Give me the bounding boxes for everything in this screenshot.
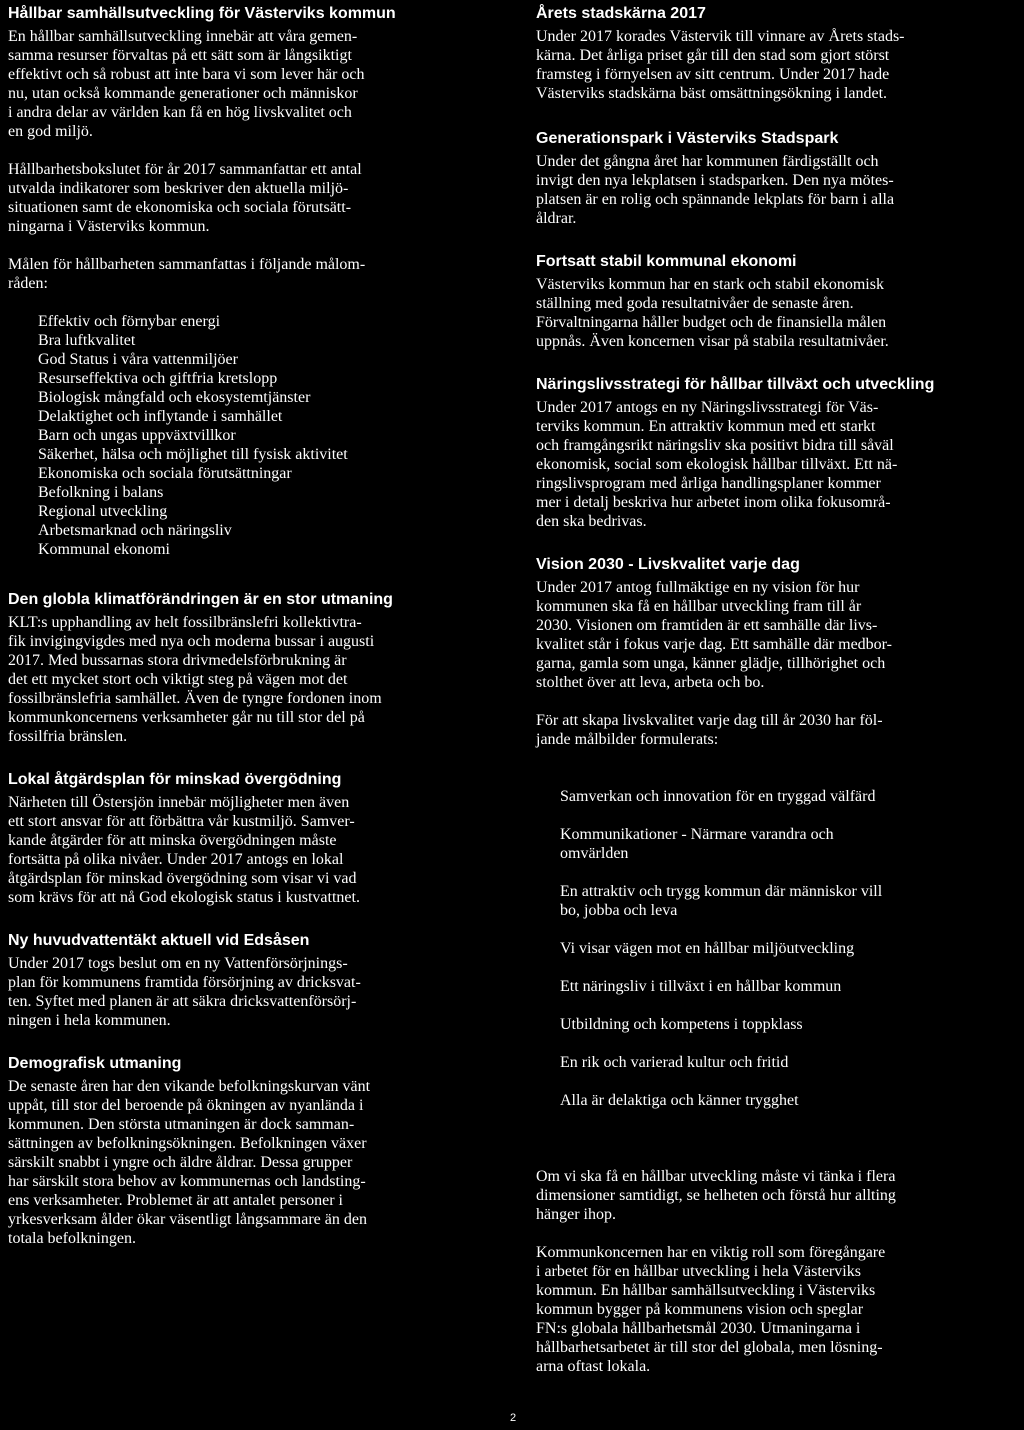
goal-item: Kommunal ekonomi bbox=[38, 541, 170, 558]
goal-item: God Status i våra vattenmiljöer bbox=[38, 351, 238, 368]
goal-item: Barn och ungas uppväxtvillkor bbox=[38, 427, 236, 444]
section-heading-ekonomi: Fortsatt stabil kommunal ekonomi bbox=[536, 253, 797, 270]
section-heading-overgodning: Lokal åtgärdsplan för minskad övergödning bbox=[8, 771, 342, 788]
page-number: 2 bbox=[510, 1412, 517, 1424]
vision-goal-item: En attraktiv och trygg kommun där människor vill bo, jobba och leva bbox=[560, 883, 883, 919]
goal-item: Resurseffektiva och giftfria kretslopp bbox=[38, 370, 278, 387]
paragraph-malen: Målen för hållbarheten sammanfattas i följande målom- råden: bbox=[8, 256, 366, 292]
paragraph-vision: Under 2017 antog fullmäktige en ny vision för hur kommunen ska få en hållbar utveckling fram till år 2030. Visionen om framtiden är ett samhälle där livs- kvalitet står i fokus varje dag. Ett samhälle där medbor- garna, gamla som unga, känner glädje, tillhörighet och stolthet över att leva, arbeta och bo. bbox=[536, 579, 893, 691]
goal-item: Bra luftkvalitet bbox=[38, 332, 136, 349]
goal-item: Befolkning i balans bbox=[38, 484, 164, 501]
paragraph-stadskarna: Under 2017 korades Västervik till vinnare av Årets stads- kärna. Det årliga priset går till den stad som gjort störst framsteg i förnyelsen av sitt centrum. Under 2017 hade Västerviks stadskärna bäst omsättningsökning i landet. bbox=[536, 28, 905, 102]
goal-item: Regional utveckling bbox=[38, 503, 168, 520]
vision-goal-list bbox=[536, 768, 1014, 1129]
vision-goal-item: Kommunikationer - Närmare varandra och omvärlden bbox=[560, 826, 834, 862]
section-heading-demografi: Demografisk utmaning bbox=[8, 1055, 182, 1072]
section-heading-vattentakt: Ny huvudvattentäkt aktuell vid Edsåsen bbox=[8, 932, 310, 949]
section-heading-vision: Vision 2030 - Livskvalitet varje dag bbox=[536, 556, 800, 573]
left-column bbox=[8, 4, 496, 1248]
paragraph-vattentakt: Under 2017 togs beslut om en ny Vattenförsörjnings- plan för kommunens framtida försörjning av dricksvat- ten. Syftet med planen är att säkra dricksvattenförsörj- ningen i hela kommunen. bbox=[8, 955, 361, 1029]
paragraph-klimat: KLT:s upphandling av helt fossilbränslefri kollektivtra- fik invigingvigdes med nya och moderna bussar i augusti 2017. Med bussarnas stora drivmedelsförbrukning är det ett mycket stort och viktigt steg på vägen mot det fossilbränslefria samhället. Även de tyngre fordonen inom kommunkoncernens verksamheter går nu till stor del på fossilfria bränslen. bbox=[8, 614, 382, 745]
section-heading-klimat: Den globla klimatförändringen är en stor utmaning bbox=[8, 591, 393, 608]
vision-goal-item: En rik och varierad kultur och fritid bbox=[560, 1054, 789, 1071]
vision-goal-item: Ett näringsliv i tillväxt i en hållbar kommun bbox=[560, 978, 842, 995]
paragraph-overgodning: Närheten till Östersjön innebär möjligheter men även ett stort ansvar för att förbättra vår kustmiljö. Samver- kande åtgärder för att minska övergödningen måste fortsätta på olika nivåer. Under 2017 antogs en lokal åtgärdsplan för minskad övergödning som visar vi vad som krävs för att nå God ekologisk status i kustvattnet. bbox=[8, 794, 360, 906]
goal-list bbox=[8, 312, 496, 559]
paragraph-intro: En hållbar samhällsutveckling innebär att våra gemen- samma resurser förvaltas på ett sätt som är långsiktigt effektivt och så robust att inte bara vi som lever här och nu, utan också kommande generationer och människor i andra delar av världen kan få en hög livskvalitet och en god miljö. bbox=[8, 28, 365, 140]
goal-item: Biologisk mångfald och ekosystemtjänster bbox=[38, 389, 311, 406]
paragraph-naringsliv: Under 2017 antogs en ny Näringslivsstrategi för Väs- terviks kommun. En attraktiv kommun med ett starkt och framgångsrikt näringsliv ska positivt bidra till såväl ekonomisk, social som ekologisk hållbar tillväxt. Ett nä- ringslivsprogram med årliga handlingsplaner kommer mer i detalj beskriva hur arbetet inom olika fokusområ- den ska bedrivas. bbox=[536, 399, 898, 530]
paragraph-bokslut: Hållbarhetsbokslutet för år 2017 sammanfattar ett antal utvalda indikatorer som beskriver den aktuella miljö- situationen samt de ekonomiska och sociala förutsätt- ningarna i Västerviks kommun. bbox=[8, 161, 362, 235]
vision-goal-item: Alla är delaktiga och känner trygghet bbox=[560, 1092, 799, 1109]
goal-item: Ekonomiska och sociala förutsättningar bbox=[38, 465, 292, 482]
paragraph-demografi: De senaste åren har den vikande befolkningskurvan vänt uppåt, till stor del beroende på ökningen av nyanlända i kommunen. Den största utmaningen är dock samman- sättningen av befolkningsökningen. Befolkningen växer särskilt snabbt i yngre och äldre åldrar. Dessa grupper har särskilt stora behov av kommunernas och landsting- ens verksamheter. Problemet är att antalet personer i yrkesverksam ålder ökar väsentligt långsammare än den totala befolkningen. bbox=[8, 1078, 371, 1247]
section-heading-hallbar: Hållbar samhällsutveckling för Västerviks kommun bbox=[8, 5, 396, 22]
vision-goal-item: Samverkan och innovation för en tryggad välfärd bbox=[560, 788, 876, 805]
vision-goal-item: Vi visar vägen mot en hållbar miljöutveckling bbox=[560, 940, 855, 957]
paragraph-malbilder-intro: För att skapa livskvalitet varje dag till år 2030 har föl- jande målbilder formulerats: bbox=[536, 712, 883, 748]
vision-goal-item: Utbildning och kompetens i toppklass bbox=[560, 1016, 803, 1033]
section-heading-generationspark: Generationspark i Västerviks Stadspark bbox=[536, 130, 839, 147]
section-heading-naringsliv: Näringslivsstrategi för hållbar tillväxt och utveckling bbox=[536, 376, 935, 393]
right-column bbox=[536, 4, 1014, 1376]
paragraph-dimensioner: Om vi ska få en hållbar utveckling måste vi tänka i flera dimensioner samtidigt, se helheten och förstå hur allting hänger ihop. bbox=[536, 1168, 896, 1223]
paragraph-generationspark: Under det gångna året har kommunen färdigställt och invigt den nya lekplatsen i stadsparken. Den nya mötes- platsen är en rolig och spännande lekplats för barn i alla åldrar. bbox=[536, 153, 895, 227]
goal-item: Säkerhet, hälsa och möjlighet till fysisk aktivitet bbox=[38, 446, 348, 463]
goal-item: Effektiv och förnybar energi bbox=[38, 313, 221, 330]
paragraph-kommunkoncernen: Kommunkoncernen har en viktig roll som föregångare i arbetet för en hållbar utveckling i hela Västerviks kommun. En hållbar samhällsutveckling i Västerviks kommun bygger på kommunens vision och speglar FN:s globala hållbarhetsmål 2030. Utmaningarna i hållbarhetsarbetet är till stor del globala, men lösning- arna oftast lokala. bbox=[536, 1244, 886, 1375]
goal-item: Delaktighet och inflytande i samhället bbox=[38, 408, 283, 425]
paragraph-ekonomi: Västerviks kommun har en stark och stabil ekonomisk ställning med goda resultatnivåer de senaste åren. Förvaltningarna håller budget och de finansiella målen uppnås. Även koncernen visar på stabila resultatnivåer. bbox=[536, 276, 889, 350]
goal-item: Arbetsmarknad och näringsliv bbox=[38, 522, 232, 539]
section-heading-stadskarna: Årets stadskärna 2017 bbox=[536, 5, 706, 22]
